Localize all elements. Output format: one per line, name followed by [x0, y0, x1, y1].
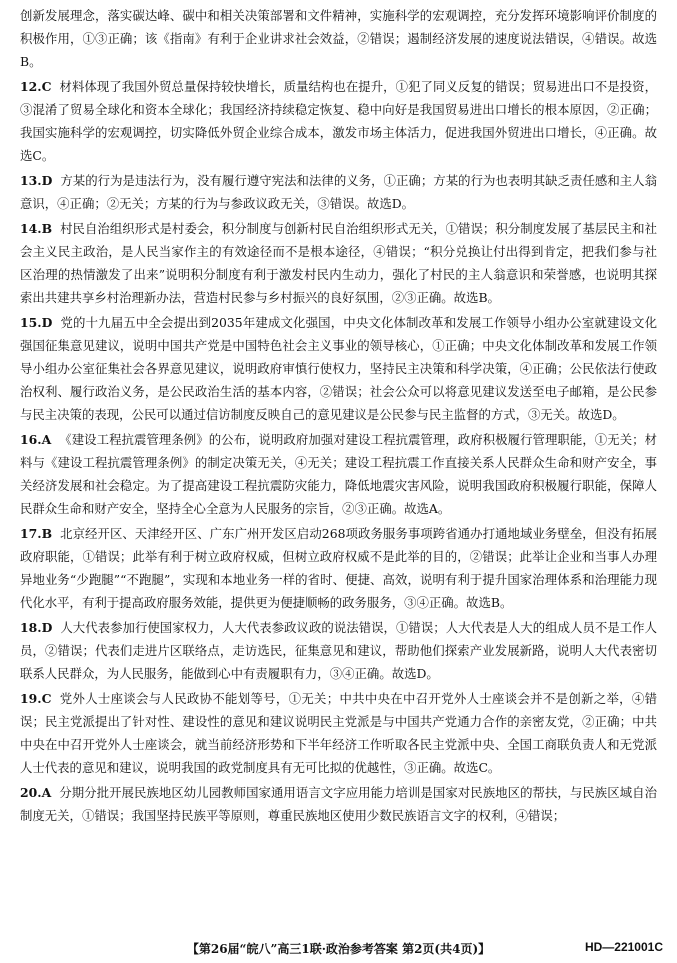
explanation-text: 北京经开区、天津经开区、广东广州开发区启动268项政务服务事项跨省通办打通地域业务壁垒，但没有拓展政府职能，①错误；此举有利于树立政府权威，但树立政府权威不是此举的目的，②错误；此举让企业和当事人办理异地业务“少跑腿”“不跑腿”，实现和本地业务一样的省时、便捷、高效，说明有利于提升国家治理体系和治理能力现代化水平，有利于提高政府服务效能，提供更为便捷顺畅的政务服务，③④正确。故选B。 — [20, 526, 657, 610]
question-number: 19. — [20, 691, 42, 706]
answer-item — [20, 428, 657, 520]
answer-letter: D — [41, 173, 53, 188]
question-number: 12. — [20, 79, 42, 94]
answer-list — [20, 75, 657, 827]
explanation-text: 党的十九届五中全会提出到2035年建成文化强国，中央文化体制改革和发展工作领导小组办公室就建设文化强国征集意见建议，说明中国共产党是中国特色社会主义事业的领导核心，①正确；中央文化体制改革和发展工作领导小组办公室征集社会各界意见建议，说明政府审慎行使权力，坚持民主决策和科学决策，④正确；公民依法行使政治权利、履行政治义务，是公民政治生活的基本内容，②错误；社会公众可以将意见建议发送至电子邮箱，是公民参与民主决策的表现，公民可以通过信访制度反映自己的意见建议是公民参与民主监督的方式，③无关。故选D。 — [20, 315, 657, 422]
question-number: 18. — [20, 620, 42, 635]
explanation-text: 人大代表参加行使国家权力，人大代表参政议政的说法错误，①错误；人大代表是人大的组成人员不是工作人员，②错误；代表们走进片区联络点，走访选民，征集意见和建议，帮助他们探索产业发展新路，说明人大代表密切联系人民群众，为人民服务，能做到心中有责履职有力，③④正确。故选D。 — [20, 620, 657, 681]
answer-letter: A — [41, 785, 52, 800]
explanation-text: 材料体现了我国外贸总量保持较快增长，质量结构也在提升，①犯了同义反复的错误；贸易进出口不是投资，③混淆了贸易全球化和资本全球化；我国经济持续稳定恢复、稳中向好是我国贸易进出口增长的根本原因，②正确；我国实施科学的宏观调控，切实降低外贸企业综合成本，激发市场主体活力，促进我国外贸进出口增长，④正确。故选C。 — [20, 79, 657, 163]
question-number: 15. — [20, 315, 42, 330]
answer-item — [20, 311, 657, 426]
intro-paragraph: 创新发展理念，落实碳达峰、碳中和相关决策部署和文件精神，实施科学的宏观调控，充分发挥环境影响评价制度的积极作用，①③正确；该《指南》有利于企业讲求社会效益，②错误；遏制经济发展的速度说法错误，④错误。故选B。 — [20, 8, 657, 69]
answer-item — [20, 522, 657, 614]
answer-letter: D — [41, 620, 53, 635]
answer-item — [20, 75, 657, 167]
explanation-text: 分期分批开展民族地区幼儿园教师国家通用语言文字应用能力培训是国家对民族地区的帮扶，与民族区域自治制度无关，①错误；我国坚持民族平等原则，尊重民族地区使用少数民族语言文字的权利，④错误； — [20, 785, 657, 823]
answer-letter: C — [41, 79, 52, 94]
answer-letter: B — [41, 526, 53, 541]
answer-letter: D — [41, 315, 53, 330]
answer-letter: B — [41, 221, 53, 236]
question-number: 14. — [20, 221, 42, 236]
explanation-text: 村民自治组织形式是村委会，积分制度与创新村民自治组织形式无关，①错误；积分制度发展了基层民主和社会主义民主政治，是人民当家作主的有效途径而不是根本途径，④错误；“积分兑换让付出得到肯定，把我们参与社区治理的热情激发了出来”说明积分制度有利于激发村民内生动力，强化了村民的主人翁意识和荣誉感，也说明其探索出共建共享乡村治理新办法，营造村民参与乡村振兴的良好氛围，②③正确。故选B。 — [20, 221, 657, 305]
question-number: 17. — [20, 526, 42, 541]
question-number: 16. — [20, 432, 42, 447]
answer-item — [20, 616, 657, 685]
page-footer — [0, 940, 677, 960]
answer-item — [20, 217, 657, 309]
footer-code: HD—221001C — [584, 940, 663, 954]
explanation-text: 方某的行为是违法行为，没有履行遵守宪法和法律的义务，①正确；方某的行为也表明其缺乏责任感和主人翁意识，④正确；②无关；方某的行为与参政议政无关，③错误。故选D。 — [20, 173, 657, 211]
answer-item — [20, 687, 657, 779]
footer-title: 【第26届“皖八”高三1联·政治参考答案 第2页(共4页)】 — [186, 942, 491, 956]
answer-letter: C — [41, 691, 52, 706]
explanation-text: 党外人士座谈会与人民政协不能划等号，①无关；中共中央在中召开党外人士座谈会并不是创新之举，④错误；民主党派提出了针对性、建设性的意见和建议说明民主党派是与中国共产党通力合作的亲密友党，②正确；中共中央在中召开党外人士座谈会，就当前经济形势和下半年经济工作听取各民主党派中央、全国工商联负责人和无党派人士代表的意见和建议，说明我国的政党制度具有无可比拟的优越性，③正确。故选C。 — [20, 691, 657, 775]
explanation-text: 《建设工程抗震管理条例》的公布，说明政府加强对建设工程抗震管理，政府积极履行管理职能，①无关；材料与《建设工程抗震管理条例》的制定决策无关，④无关；建设工程抗震工作直接关系人民群众生命和财产安全，事关经济发展和社会稳定。为了提高建设工程抗震防灾能力，降低地震灾害风险，说明我国政府积极履行职能，保障人民群众生命和财产安全，坚持全心全意为人民服务的宗旨，②③正确。故选A。 — [20, 432, 657, 516]
question-number: 20. — [20, 785, 42, 800]
answer-item — [20, 781, 657, 827]
answer-item — [20, 169, 657, 215]
answer-letter: A — [41, 432, 52, 447]
question-number: 13. — [20, 173, 42, 188]
